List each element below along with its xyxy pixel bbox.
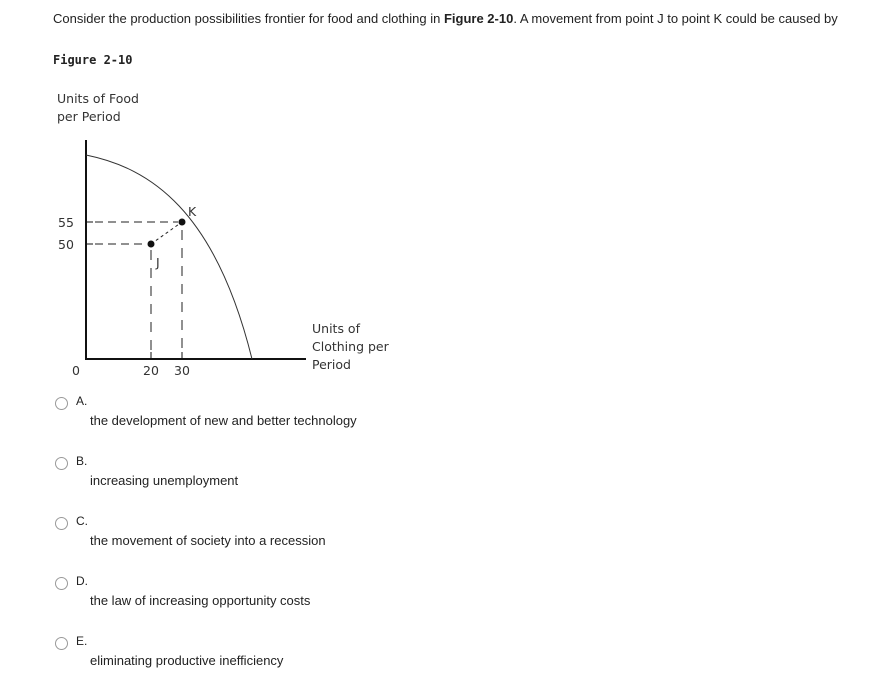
point-j-label: J [156,255,160,270]
option-c-text: the movement of society into a recession [90,533,326,548]
option-c-radio[interactable] [55,517,68,530]
x-origin-label: 0 [72,363,80,378]
y-tick-label-55: 55 [58,215,74,230]
j-to-k-path [151,222,182,244]
option-d-text: the law of increasing opportunity costs [90,593,311,608]
option-e-letter: E. [76,634,88,648]
option-c-letter: C. [76,514,88,528]
point-k-label: K [188,204,197,219]
x-axis-label-line1: Units of [312,321,360,336]
option-b-letter: B. [76,454,88,468]
question-text [53,11,873,27]
y-axis-label-line2: per Period [57,109,121,124]
option-e-radio[interactable] [55,637,68,650]
question-part-1: Consider the production possibilities frontier for food and clothing in [53,11,444,26]
x-axis-label-line2: Clothing per [312,339,389,354]
question-part-2: . A movement from point J to point K could be caused by [513,11,838,26]
x-tick-label-20: 20 [143,363,159,378]
option-d-letter: D. [76,574,88,588]
ppf-figure [40,80,420,380]
option-b-text: increasing unemployment [90,473,239,488]
option-a-radio[interactable] [55,397,68,410]
y-tick-label-50: 50 [58,237,74,252]
option-d-radio[interactable] [55,577,68,590]
option-a-text: the development of new and better technology [90,413,357,428]
point-k-marker [179,219,186,226]
x-axis-label-line3: Period [312,357,351,372]
ppf-curve [86,155,252,359]
option-a-letter: A. [76,394,88,408]
point-j-marker [148,241,155,248]
option-e-text: eliminating productive inefficiency [90,653,284,668]
x-tick-label-30: 30 [174,363,190,378]
y-axis-label-line1: Units of Food [57,91,139,106]
figure-reference: Figure 2-10 [443,11,514,26]
option-b-radio[interactable] [55,457,68,470]
figure-title: Figure 2-10 [53,53,133,67]
